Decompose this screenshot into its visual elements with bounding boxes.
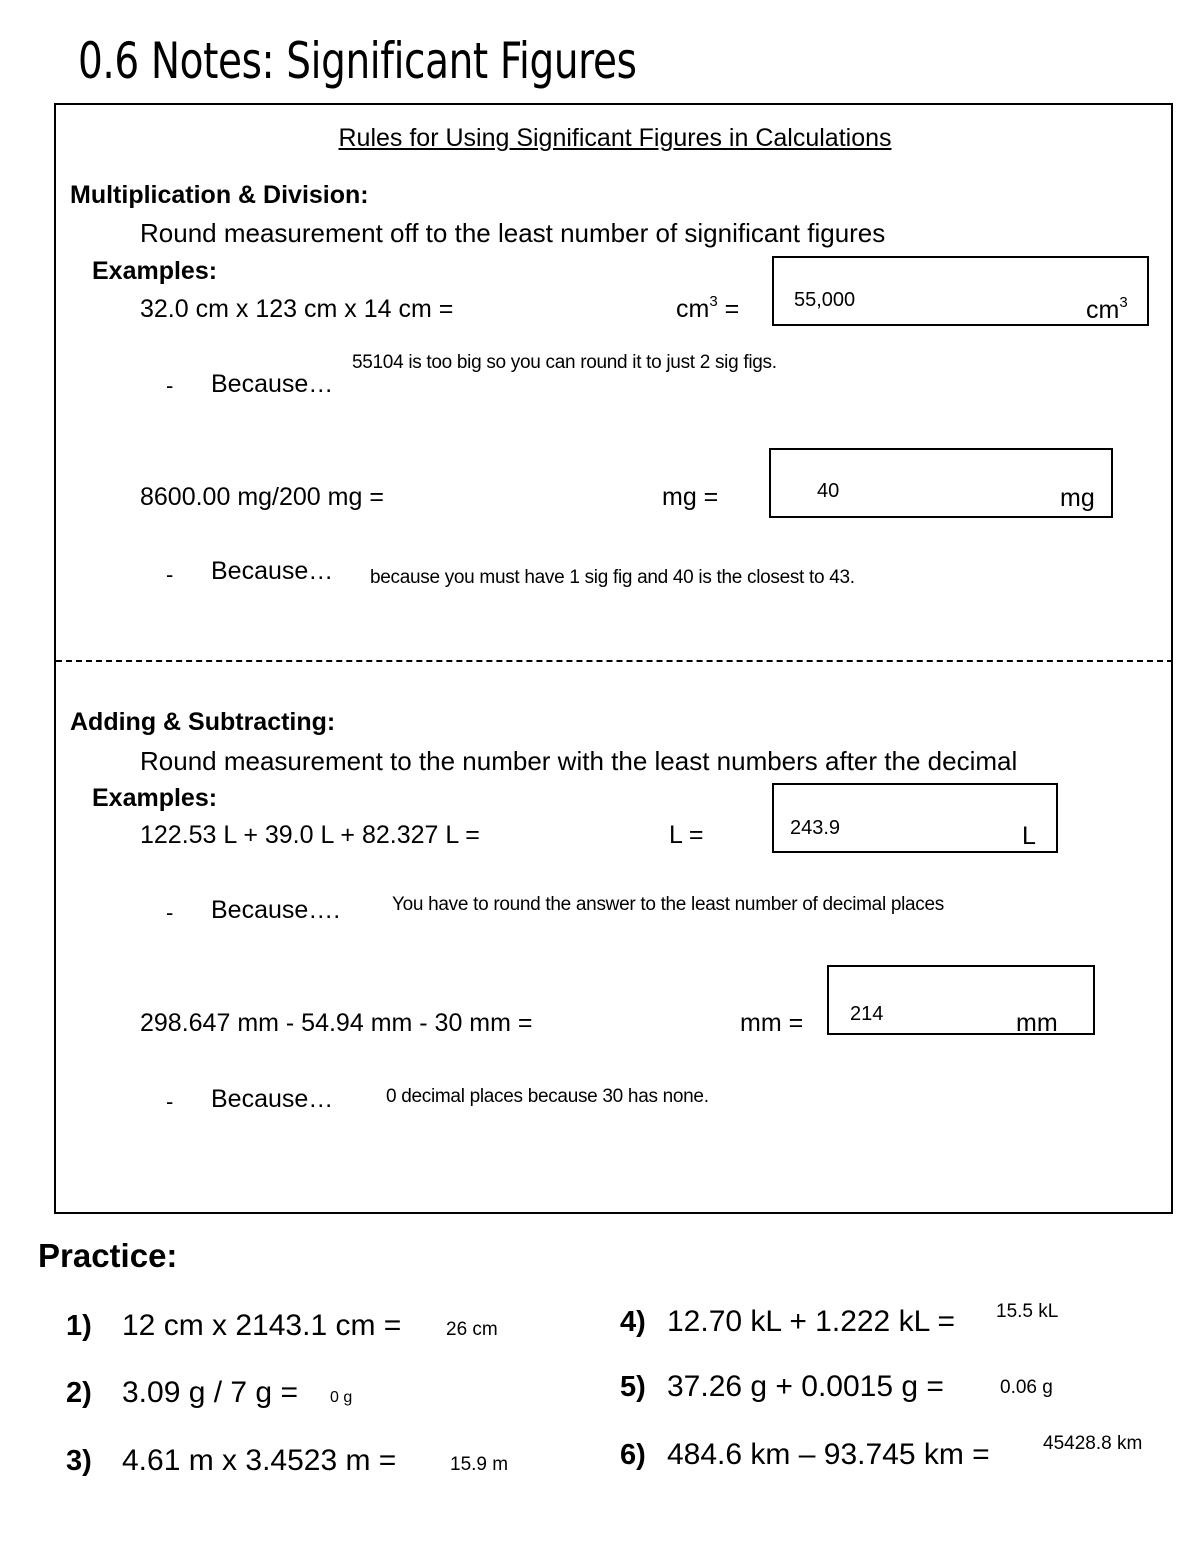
practice-expression: 4.61 m x 3.4523 m = <box>122 1444 397 1477</box>
practice-expression: 3.09 g / 7 g = <box>122 1376 298 1409</box>
add-sub-heading: Adding & Subtracting: <box>70 708 336 736</box>
mult-div-rule: Round measurement off to the least number of significant figures <box>140 218 886 248</box>
mult-div-heading: Multiplication & Division: <box>70 181 369 209</box>
add-sub-rule: Round measurement to the number with the least numbers after the decimal <box>140 746 1018 776</box>
mult-ex1-answer: 55,000 <box>794 289 856 311</box>
mult-ex1-unit-equals: $cm^3$ = <box>676 293 740 323</box>
mult-ex2-answer-unit: mg <box>1060 484 1095 512</box>
add-ex2-answer-unit: mm <box>1016 1009 1058 1037</box>
add-ex1-note: You have to round the answer to the least number of decimal places <box>392 894 944 915</box>
practice-expression: 37.26 g + 0.0015 g = <box>667 1370 944 1403</box>
practice-answer: 0.06 g <box>1000 1377 1053 1398</box>
practice-number: 5) <box>620 1371 646 1403</box>
add-ex2-answer-box[interactable] <box>827 965 1095 1035</box>
section-divider <box>56 660 1173 662</box>
bullet-dash: - <box>166 1089 174 1114</box>
practice-answer: 26 cm <box>446 1319 498 1340</box>
mult-ex2-answer-box[interactable] <box>769 448 1113 518</box>
practice-heading: Practice: <box>38 1237 178 1274</box>
bullet-dash: - <box>166 900 174 925</box>
add-ex2-answer: 214 <box>850 1003 884 1025</box>
add-ex2-note: 0 decimal places because 30 has none. <box>386 1086 709 1107</box>
mult-ex2-unit-equals: mg = <box>662 483 719 511</box>
add-ex2-because: Because… <box>211 1085 334 1113</box>
add-ex1-expression: 122.53 L + 39.0 L + 82.327 L = <box>140 821 480 849</box>
practice-number: 1) <box>66 1310 92 1342</box>
practice-answer: 0 g <box>330 1389 353 1406</box>
mult-ex2-expression: 8600.00 mg/200 mg = <box>140 483 384 511</box>
rules-title: Rules for Using Significant Figures in Calculations <box>338 124 892 152</box>
add-ex2-expression: 298.647 mm - 54.94 mm - 30 mm = <box>140 1009 533 1037</box>
mult-ex1-because: Because… <box>211 370 334 398</box>
mult-div-examples-label: Examples: <box>92 257 218 285</box>
mult-ex2-note: because you must have 1 sig fig and 40 is the closest to 43. <box>370 567 855 588</box>
add-sub-examples-label: Examples: <box>92 784 218 812</box>
bullet-dash: - <box>166 373 174 398</box>
practice-expression: 12 cm x 2143.1 cm = <box>122 1309 402 1342</box>
practice-expression: 484.6 km – 93.745 km = <box>667 1438 990 1471</box>
mult-ex2-because: Because… <box>211 557 334 585</box>
mult-ex1-expression: 32.0 cm x 123 cm x 14 cm = <box>140 295 454 323</box>
practice-answer: 15.9 m <box>450 1454 509 1475</box>
mult-ex1-answer-unit: $cm^3$ <box>1086 294 1128 324</box>
practice-number: 6) <box>620 1439 646 1471</box>
page-title: 0.6 Notes: Significant Figures <box>78 32 637 90</box>
practice-answer: 15.5 kL <box>996 1301 1059 1322</box>
mult-ex2-answer: 40 <box>817 480 840 502</box>
add-ex1-answer-unit: L <box>1022 822 1036 850</box>
mult-ex1-answer-box[interactable] <box>772 256 1149 326</box>
practice-number: 4) <box>620 1306 646 1338</box>
add-ex1-because: Because…. <box>211 896 341 924</box>
mult-ex1-note: 55104 is too big so you can round it to just 2 sig figs. <box>352 352 777 373</box>
add-ex1-answer-box[interactable] <box>772 783 1058 853</box>
practice-answer: 45428.8 km <box>1043 1433 1143 1454</box>
add-ex2-unit-equals: mm = <box>740 1009 804 1037</box>
practice-number: 3) <box>66 1445 92 1477</box>
practice-expression: 12.70 kL + 1.222 kL = <box>667 1305 956 1338</box>
practice-number: 2) <box>66 1377 92 1409</box>
add-ex1-unit-equals: L = <box>669 821 704 849</box>
bullet-dash: - <box>166 562 174 587</box>
add-ex1-answer: 243.9 <box>790 817 841 839</box>
